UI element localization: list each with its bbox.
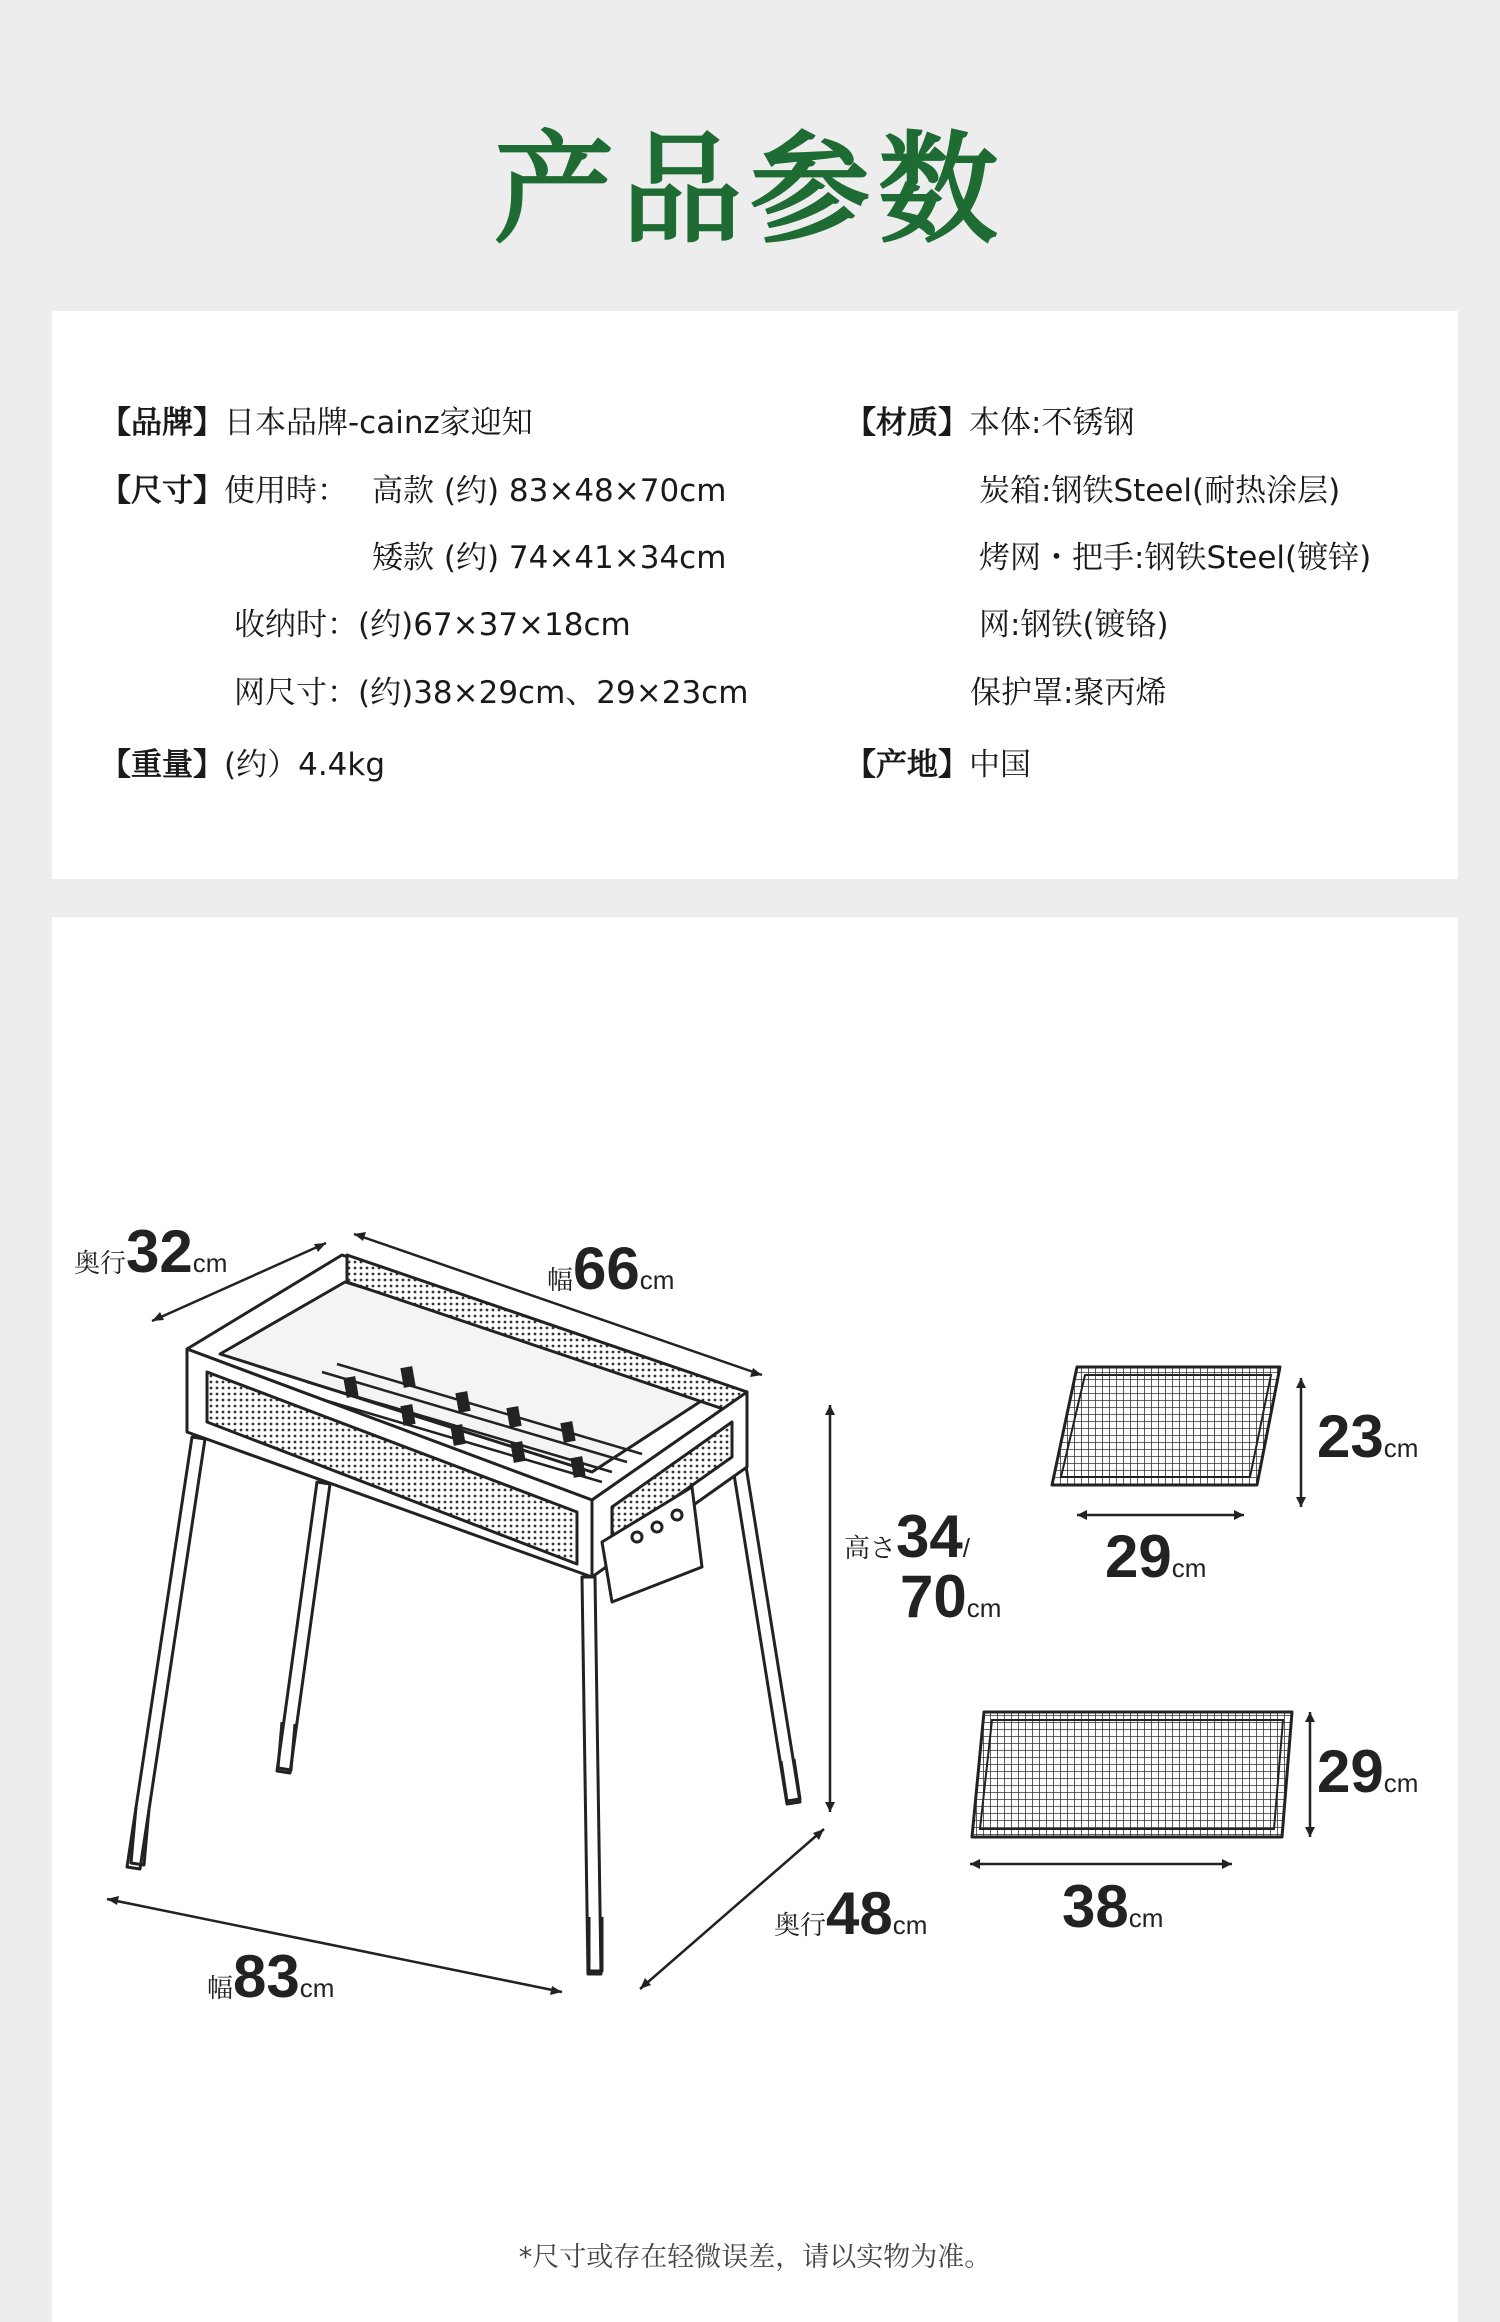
width-bottom-dimension: 幅83cm bbox=[207, 1943, 335, 2010]
origin-label: 【产地】 bbox=[845, 747, 969, 783]
material-net: 网:钢铁(镀铬) bbox=[979, 607, 1169, 643]
leg-back-right bbox=[732, 1460, 800, 1804]
storage-label: 收纳时： bbox=[234, 607, 358, 643]
net-large-height-dimension: 29cm bbox=[1317, 1738, 1419, 1805]
net-small-width-dimension: 29cm bbox=[1105, 1523, 1207, 1590]
origin-value: 中国 bbox=[969, 747, 1031, 783]
material-label: 【材质】 bbox=[845, 405, 969, 441]
page-title: 产品参数 bbox=[494, 119, 1006, 260]
material-body: 本体:不锈钢 bbox=[969, 405, 1135, 441]
brand-label: 【品牌】 bbox=[100, 405, 224, 441]
size-label: 【尺寸】 bbox=[100, 473, 224, 509]
material-cover: 保护罩:聚丙烯 bbox=[970, 675, 1167, 711]
leg-front-right bbox=[582, 1577, 601, 1974]
storage-value: (约)67×37×18cm bbox=[358, 607, 631, 643]
width-top-dimension: 幅66cm bbox=[547, 1235, 675, 1302]
net-small bbox=[1052, 1367, 1280, 1485]
height-dimension-high: 70cm bbox=[900, 1563, 1002, 1630]
brand-row bbox=[100, 403, 533, 443]
weight-label: 【重量】 bbox=[100, 747, 224, 783]
height-dimension: 高さ34/ bbox=[844, 1503, 970, 1570]
material-row bbox=[845, 403, 1134, 443]
leg-front-left bbox=[127, 1437, 205, 1869]
net-small-height-dimension: 23cm bbox=[1317, 1403, 1419, 1470]
disclaimer-note: *尺寸或存在轻微误差，请以实物为准。 bbox=[518, 2242, 992, 2273]
use-low: 矮款 (约) 74×41×34cm bbox=[372, 540, 727, 576]
origin-row bbox=[845, 745, 1031, 785]
width-bottom-line bbox=[107, 1899, 562, 1992]
net-size-value: (约)38×29cm、29×23cm bbox=[358, 675, 749, 711]
bbq-grill-diagram bbox=[52, 917, 1458, 2322]
use-high: 高款 (约) 83×48×70cm bbox=[372, 473, 727, 509]
brand-value: 日本品牌-cainz家迎知 bbox=[224, 405, 533, 441]
depth-top-dimension: 奥行32cm bbox=[74, 1218, 228, 1285]
leg-back-left bbox=[277, 1482, 330, 1773]
weight-row bbox=[100, 745, 385, 785]
material-grill: 烤网・把手:钢铁Steel(镀锌) bbox=[979, 540, 1372, 576]
net-size-label: 网尺寸： bbox=[234, 675, 358, 711]
spec-card bbox=[52, 311, 1458, 879]
use-label: 使用時： bbox=[224, 473, 348, 509]
grill-body bbox=[127, 1255, 800, 1974]
net-size-row bbox=[234, 673, 748, 713]
size-row bbox=[100, 471, 348, 511]
material-charcoal: 炭箱:钢铁Steel(耐热涂层) bbox=[979, 473, 1341, 509]
net-large-width-dimension: 38cm bbox=[1062, 1873, 1164, 1940]
weight-value: (约）4.4kg bbox=[224, 747, 386, 783]
storage-row bbox=[234, 605, 631, 645]
depth-bottom-dimension: 奥行48cm bbox=[774, 1880, 928, 1947]
diagram-card bbox=[52, 917, 1458, 2322]
net-large bbox=[972, 1712, 1292, 1837]
